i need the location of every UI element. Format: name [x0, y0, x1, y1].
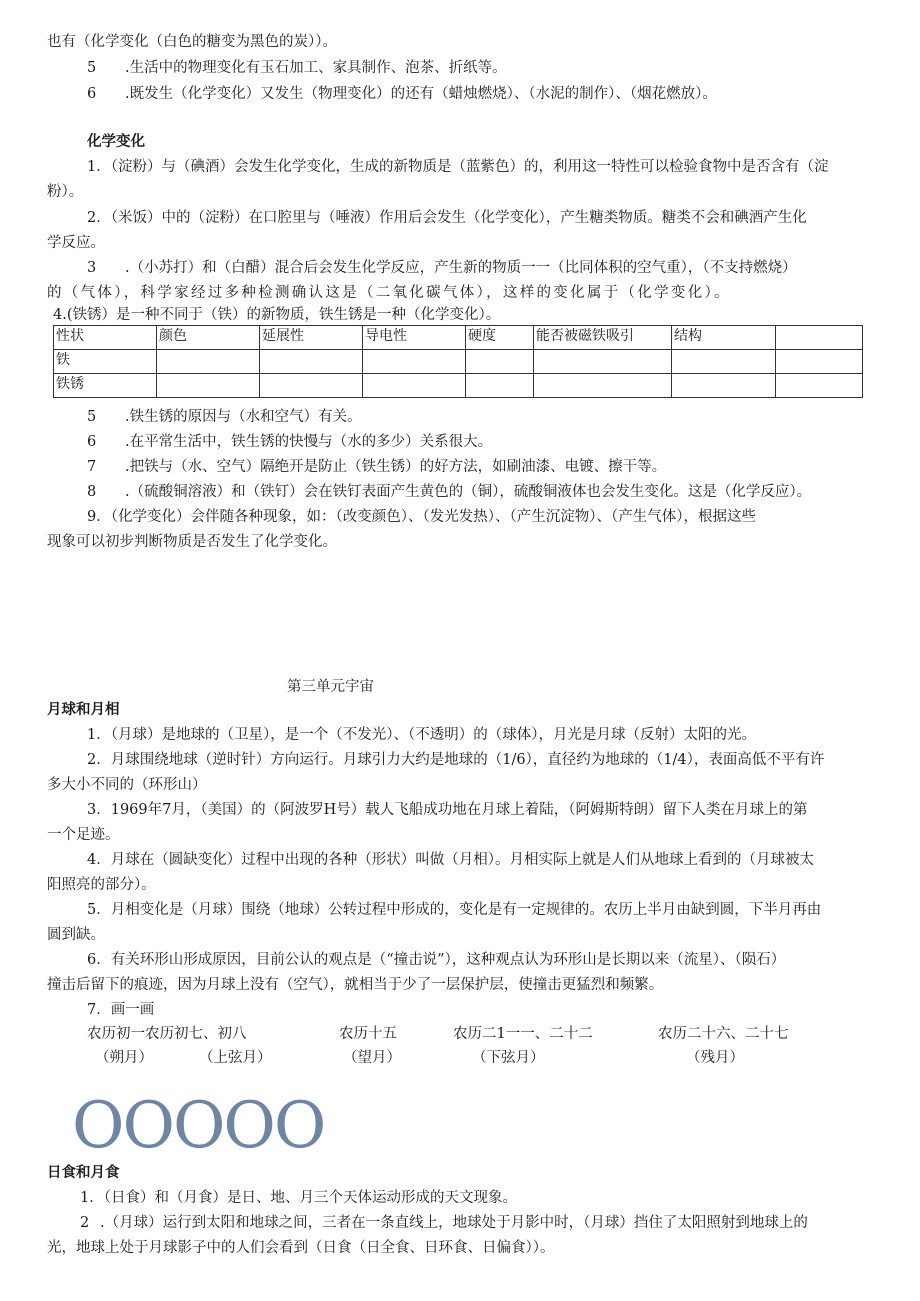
text-line: .（硫酸铜溶液）和（铁钉）会在铁钉表面产生黄色的（铜），硫酸铜液体也会发生变化。这是（化学反应）。 — [125, 484, 812, 500]
iron-rust-comparison-table — [53, 325, 863, 398]
table-cell — [260, 374, 363, 398]
table-header-row — [54, 326, 863, 350]
moon-phase-label: （上弦月） — [199, 1050, 272, 1066]
table-cell: 铁 — [54, 350, 157, 374]
text-line: 4．月球在（圆缺变化）过程中出现的各种（形状）叫做（月相）。月相实际上就是人们从地球上看到的（月球被太 — [87, 852, 814, 868]
text-line: 也有（化学变化（白色的糖变为黑色的炭））。 — [47, 34, 337, 50]
table-cell: 铁锈 — [54, 374, 157, 398]
table-header-cell — [776, 326, 863, 350]
table-cell — [260, 350, 363, 374]
table-header-cell: 导电性 — [363, 326, 466, 350]
text-line: 学反应。 — [47, 235, 105, 251]
text-line: 2．（米饭）中的（淀粉）在口腔里与（唾液）作用后会发生（化学变化），产生糖类物质。糖类不会和碘酒产生化 — [87, 210, 807, 226]
moon-phase-label: （望月） — [343, 1050, 401, 1066]
text-line: 1．（淀粉）与（碘酒）会发生化学变化，生成的新物质是（蓝紫色）的，利用这一特性可以检验食物中是否含有（淀 — [87, 159, 829, 175]
text-line: 7．画一画 — [87, 1002, 155, 1018]
item-number: 8 — [87, 484, 97, 500]
table-cell — [466, 350, 534, 374]
item-number: 5 — [87, 409, 97, 425]
table-cell — [157, 350, 260, 374]
table-cell — [157, 374, 260, 398]
text-line: .（月球）运行到太阳和地球之间，三者在一条直线上，地球处于月影中时，（月球）挡住了太阳照射到地球上的 — [100, 1215, 808, 1231]
table-header-cell: 硬度 — [466, 326, 534, 350]
text-line: .在平常生活中，铁生锈的快慢与（水的多少）关系很大。 — [125, 434, 493, 450]
table-cell — [363, 350, 466, 374]
text-line: 2．月球围绕地球（逆时针）方向运行。月球引力大约是地球的（1/6），直径约为地球的（1/4），表面高低不平有许 — [87, 752, 825, 768]
text-line: .把铁与（水、空气）隔绝开是防止（铁生锈）的好方法，如刷油漆、电镀、擦干等。 — [125, 459, 667, 475]
lunar-date-label: 农历二十六、二十七 — [658, 1026, 789, 1042]
item-number: 3 — [87, 260, 97, 276]
text-line: .（小苏打）和（白醋）混合后会发生化学反应，产生新的物质一一（比同体积的空气重），（不支持燃烧） — [125, 260, 797, 276]
table-header-cell: 延展性 — [260, 326, 363, 350]
text-line: 现象可以初步判断物质是否发生了化学变化。 — [47, 534, 337, 550]
text-line: 多大小不同的（环形山） — [47, 777, 207, 793]
text-line: 光，地球上处于月球影子中的人们会看到（日食（日全食、日环食、日偏食））。 — [47, 1240, 555, 1256]
text-line: 5．月相变化是（月球）围绕（地球）公转过程中形成的，变化是有一定规律的。农历上半月由缺到圆，下半月再由 — [87, 902, 822, 918]
item-number: 7 — [87, 459, 97, 475]
text-line: 一个足迹。 — [47, 827, 120, 843]
text-line: .既发生（化学变化）又发生（物理变化）的还有（蜡烛燃烧）、（水泥的制作）、（烟花燃放）。 — [125, 86, 717, 102]
text-line: 4.(铁锈）是一种不同于（铁）的新物质，铁生锈是一种（化学变化）。 — [53, 307, 501, 323]
section-heading-eclipse: 日食和月食 — [47, 1165, 120, 1181]
text-line: 3．1969年7月，（美国）的（阿波罗H号）载人飞船成功地在月球上着陆，（阿姆斯特朗）留下人类在月球上的第 — [87, 802, 808, 818]
table-cell — [776, 374, 863, 398]
text-line: 1．（日食）和（月食）是日、地、月三个天体运动形成的天文现象。 — [80, 1190, 517, 1206]
moon-phase-label: （下弦月） — [472, 1050, 545, 1066]
table-cell — [776, 350, 863, 374]
section-heading-chemical-change: 化学变化 — [87, 134, 145, 150]
table-header-cell: 能否被磁铁吸引 — [534, 326, 672, 350]
text-line: .铁生锈的原因与（水和空气）有关。 — [125, 409, 362, 425]
text-line: 撞击后留下的痕迹，因为月球上没有（空气），就相当于少了一层保护层，使撞击更猛烈和频繁。 — [47, 977, 664, 993]
table-cell — [534, 350, 672, 374]
moon-phase-label: （残月） — [686, 1050, 744, 1066]
text-line: .生活中的物理变化有玉石加工、家具制作、泡茶、折纸等。 — [125, 60, 507, 76]
item-number: 5 — [87, 60, 97, 76]
table-header-cell: 颜色 — [157, 326, 260, 350]
text-line: 的（气体），科学家经过多种检测确认这是（二氧化碳气体），这样的变化属于（化学变化）。 — [47, 285, 731, 301]
text-line: 粉）。 — [47, 184, 84, 200]
table-cell — [363, 374, 466, 398]
text-line: 1．（月球）是地球的（卫星），是一个（不发光）、（不透明）的（球体），月光是月球（反射）太阳的光。 — [87, 727, 756, 743]
item-number: 6 — [87, 86, 97, 102]
lunar-date-label: 农历初一农历初七、初八 — [87, 1026, 247, 1042]
lunar-date-label: 农历十五 — [339, 1026, 397, 1042]
moon-phase-label: （朔月） — [95, 1050, 153, 1066]
item-number: 6 — [87, 434, 97, 450]
moon-phase-circles: OOOOO — [72, 1089, 325, 1163]
table-cell — [534, 374, 672, 398]
table-row — [54, 350, 863, 374]
table-cell — [672, 350, 776, 374]
table-row — [54, 374, 863, 398]
text-line: 6．有关环形山形成原因，目前公认的观点是（“撞击说”），这种观点认为环形山是长期以来（流星）、（陨石） — [87, 952, 786, 968]
text-line: 9．（化学变化）会伴随各种现象，如：（改变颜色）、（发光发热）、（产生沉淀物）、（产生气体），根据这些 — [87, 509, 756, 525]
section-heading-moon: 月球和月相 — [47, 702, 120, 718]
table-cell — [466, 374, 534, 398]
table-cell — [672, 374, 776, 398]
text-line: 阳照亮的部分）。 — [47, 877, 156, 893]
text-line: 圆到缺。 — [47, 927, 105, 943]
unit-title: 第三单元宇宙 — [287, 679, 374, 695]
table-header-cell: 结构 — [672, 326, 776, 350]
table-header-cell: 性状 — [54, 326, 157, 350]
lunar-date-label: 农历二1一一、二十二 — [453, 1026, 593, 1042]
item-number: 2 — [80, 1215, 90, 1231]
